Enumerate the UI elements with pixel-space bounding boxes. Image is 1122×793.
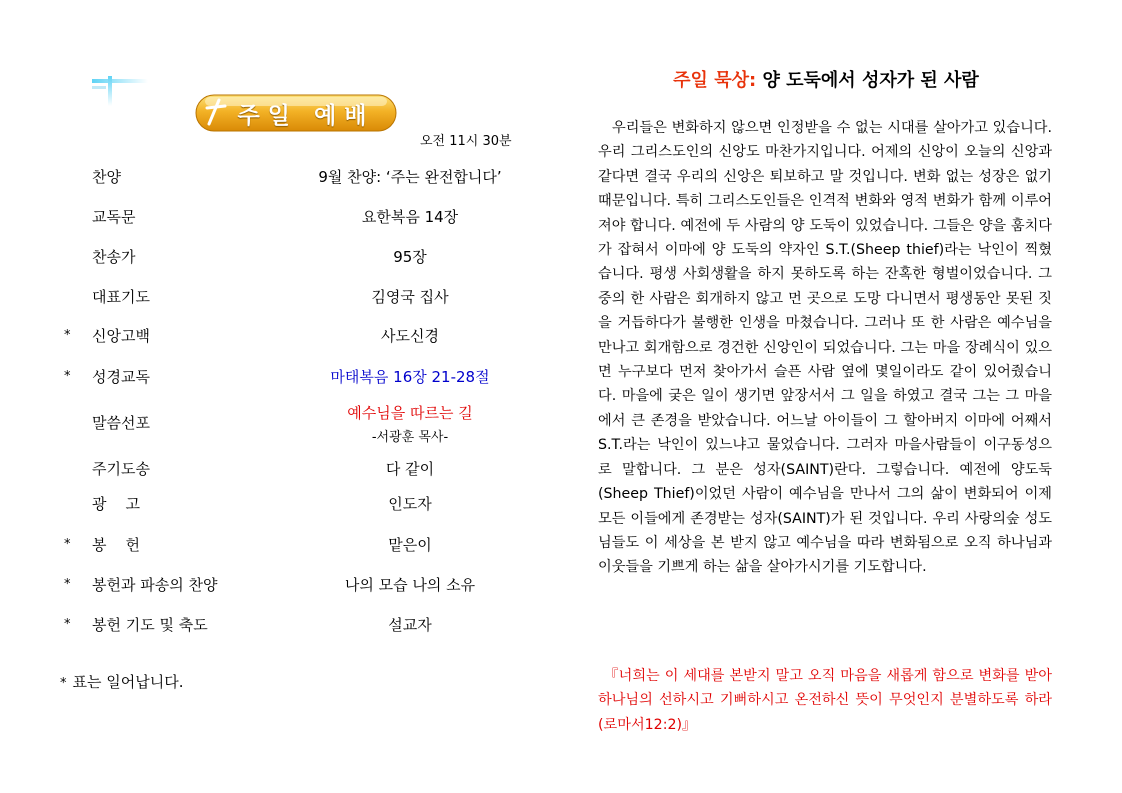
- order-row: [60, 206, 530, 230]
- order-row: [60, 166, 530, 190]
- order-value: 인도자: [388, 495, 432, 513]
- order-label: 찬양: [92, 168, 121, 186]
- asterisk-icon: *: [64, 369, 71, 384]
- order-label: 봉 헌: [92, 536, 141, 554]
- order-row: [60, 493, 530, 517]
- order-value: 9월 찬양: ‘주는 완전합니다’: [318, 168, 502, 186]
- order-value: 다 같이: [385, 460, 435, 478]
- order-label: 봉헌 기도 및 축도: [92, 616, 208, 634]
- asterisk-icon: *: [64, 617, 71, 632]
- order-value: 마태복음 16장 21-28절: [330, 368, 490, 386]
- order-row: [60, 614, 530, 638]
- order-row: [60, 286, 530, 310]
- title-main: 양 도둑에서 성자가 된 사람: [762, 70, 979, 91]
- order-value: 사도신경: [381, 327, 439, 345]
- order-label: 대표기도: [92, 288, 150, 306]
- scripture-verse: 『너희는 이 세대를 본받지 말고 오직 마음을 새롭게 함으로 변화를 받아 하나님의 선하시고 기뻐하시고 온전하신 뜻이 무엇인지 분별하도록 하라(로마서12:2)』: [598, 668, 1052, 733]
- order-row: [60, 246, 530, 270]
- order-row: [60, 534, 530, 558]
- order-row: [60, 458, 530, 482]
- order-label: 말씀선포: [92, 414, 150, 432]
- asterisk-icon: *: [64, 328, 71, 343]
- order-row: [60, 366, 530, 390]
- order-value: 김영국 집사: [371, 288, 449, 306]
- worship-banner: [195, 94, 397, 132]
- order-label: 찬송가: [92, 248, 136, 266]
- order-label: 봉헌과 파송의 찬양: [92, 576, 218, 594]
- asterisk-icon: *: [60, 676, 67, 691]
- order-value: 맡은이: [388, 536, 432, 554]
- standing-footnote: [60, 671, 183, 692]
- service-time: 오전 11시 30분: [420, 134, 512, 149]
- order-label: 신앙고백: [92, 327, 150, 345]
- order-row: [60, 574, 530, 598]
- title-prefix: 주일 묵상:: [673, 70, 757, 91]
- meditation-title: [596, 66, 1056, 92]
- preacher-name: -서광훈 목사-: [371, 430, 449, 445]
- order-value: 95장: [393, 248, 427, 266]
- asterisk-icon: *: [64, 537, 71, 552]
- order-label: 성경교독: [92, 368, 150, 386]
- meditation-body: 우리들은 변화하지 않으면 인정받을 수 없는 시대를 살아가고 있습니다. 우리 그리스도인의 신앙도 마찬가지입니다. 어제의 신앙이 오늘의 신앙과 같다면 결국 우리의 신앙은 퇴보하고 말 것입니다. 변화 없는 성장은 없기 때문입니다. 특히 그리스도인들은 인격적 변화와 영적 변화가 함께 이루어져야 합니다. 예전에 두 사람의 양 도둑이 있었습니다. 그들은 양을 훔치다가 잡혀서 이마에 양 도둑의 약자인 S.T.(Sheep thief)라는 낙인이 찍혔습니다. 평생 사회생활을 하지 못하도록 하는 잔혹한 형벌이었습니다. 그중의 한 사람은 회개하지 않고 먼 곳으로 도망 다니면서 평생동안 못된 짓을 거듭하다가 불행한 인생을 마쳤습니다. 그러나 또 한 사람은 예수님을 만나고 회개함으로 경건한 신앙인이 되었습니다. 그는 마을 장례식이 있으면 누구보다 먼저 찾아가서 슬픈 사람 옆에 몇일이라도 같이 있어줬습니다. 마을에 궂은 일이 생기면 앞장서서 그 일을 하였고 결국 그는 그 마을에서 큰 존경을 받았습니다. 어느날 아이들이 그 할아버지 이마에 어째서 S.T.라는 낙인이 있느냐고 물었습니다. 그러자 마을사람들이 이구동성으로 말합니다. 그 분은 성자(SAINT)란다. 그렇습니다. 예전에 양도둑(Sheep Thief)이었던 사람이 예수님을 만나서 그의 삶이 변화되어 이제 모든 이들에게 존경받는 성자(SAINT)가 된 것입니다. 우리 사랑의숲 성도님들도 이 세상을 본 받지 않고 예수님을 따라 변화됨으로 오직 하나님과 이웃들을 기쁘게 하는 삶을 살아가시기를 기도합니다.: [598, 120, 1052, 576]
- order-value: 요한복음 14장: [361, 208, 459, 226]
- order-row: [60, 325, 530, 349]
- corner-decoration: [90, 76, 150, 106]
- order-value: 설교자: [388, 616, 432, 634]
- order-value: 예수님을 따르는 길: [347, 404, 473, 422]
- order-value: 나의 모습 나의 소유: [344, 576, 476, 594]
- banner-title: 주일 예배: [237, 102, 375, 129]
- order-label: 교독문: [92, 208, 136, 226]
- footnote-text: 표는 일어납니다.: [72, 673, 184, 691]
- order-label: 주기도송: [92, 460, 150, 478]
- asterisk-icon: *: [64, 577, 71, 592]
- order-label: 광 고: [92, 495, 141, 513]
